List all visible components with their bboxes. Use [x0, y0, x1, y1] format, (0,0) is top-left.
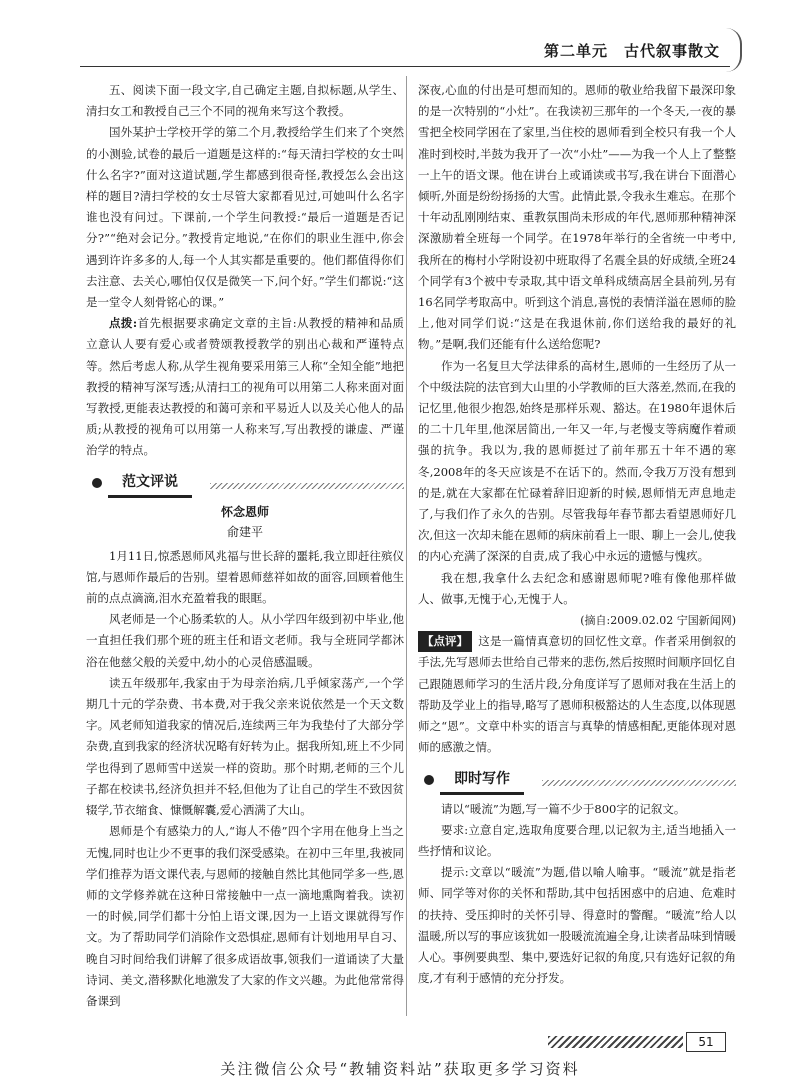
section-header-writing [418, 767, 736, 793]
writing-requirement: 要求:立意自定,选取角度要合理,以记叙为主,适当地插入一些抒情和议论。 [418, 822, 736, 858]
article-paragraph: 风老师是一个心肠柔软的人。从小学四年级到初中毕业,他一直担任我们那个班的班主任和语文老师。我与全班同学都沐浴在他慈父般的关爱中,幼小的心灵倍感温暖。 [86, 612, 404, 669]
tip-label: 点拨: [109, 316, 138, 331]
section-hatch [210, 483, 404, 489]
page-number-block [548, 1032, 728, 1052]
comment-paragraph [418, 631, 736, 758]
header-curl-ornament [726, 28, 742, 72]
unit-title: 第二单元 古代叙事散文 [543, 42, 720, 60]
column-divider [406, 76, 407, 1016]
article-paragraph: 恩师是个有感染力的人,“诲人不倦”四个字用在他身上当之无愧,同时也让少不更事的我们深受感染。在初中三年里,我被同学们推荐为语文课代表,与恩师的接触自然比其他同学多一些,恩师的文学修养就在这种日常接触中一点一滴地熏陶着我。读初一的时候,同学们都十分怕上语文课,因为一上语文课就得写作文。为了帮助同学们消除作文恐惧症,恩师有计划地用早自习、晚自习时间给我们讲解了很多成语故事,领我们一道诵读了大量诗词、美文,潜移默化地激发了大家的作文兴趣。为此他常常得备课到 [86, 824, 404, 1008]
section-title: 即时写作 [440, 767, 524, 795]
article-author: 俞建平 [226, 524, 263, 539]
right-column [418, 80, 736, 989]
article-paragraph: 我在想,我拿什么去纪念和感谢恩师呢?唯有像他那样做人、做事,无愧于心,无愧于人。 [418, 570, 736, 606]
section-dot-icon [424, 775, 434, 785]
writing-hint: 提示:文章以“暖流”为题,借以喻人喻事。“暖流”就是指老师、同学等对你的关怀和帮助,其中包括困惑中的启迪、危难时的扶持、受压抑时的关怀引导、得意时的警醒。“暖流”给人以温暖,所以写的事应该犹如一股暖流流遍全身,让读者品味到情暖人心。事例要典型、集中,要选好记叙的角度,只有选好记叙的角度,才有利于感情的充分抒发。 [418, 865, 736, 986]
exercise-text: 国外某护士学校开学的第二个月,教授给学生们来了个突然的小测验,试卷的最后一道题是这样的:“每天清扫学校的女士叫什么名字?”面对这道试题,学生都感到很奇怪,教授怎么会出这样的题目?清扫学校的女士尽管大家都看见过,可她叫什么名字谁也没有问过。下课前,一个学生问教授:“最后一道题是否记分?”“绝对会记分。”教授肯定地说,“在你们的职业生涯中,你会遇到许许多多的人,每一个人其实都是重要的。他们都值得你们去注意、去关心,哪怕仅仅是微笑一下,问个好。”学生们都说:“这是一堂令人刻骨铭心的课。” [86, 125, 404, 310]
section-dot-icon [92, 478, 102, 488]
section-title: 范文评说 [108, 470, 192, 498]
comment-label: 【点评】 [418, 631, 472, 652]
tip-text: 首先根据要求确定文章的主旨:从教授的精神和品质立意认人要有爱心或者赞颂教授教学的别出心裁和严谨特点等。然后考虑人称,从学生视角要采用第三人称“全知全能”地把教授的精神写深写透;从清扫工的视角可以用第二人称来面对面写教授,更能表达教授的和蔼可亲和平易近人以及关心他人的品质;从教授的视角可以用第一人称来写,写出教授的谦虚、严谨治学的特点。 [86, 316, 405, 458]
tip-paragraph [86, 313, 404, 461]
article-source: (摘自:2009.02.02 宁国新闻网) [580, 614, 736, 628]
exercise-title: 五、阅读下面一段文字,自己确定主题,自拟标题,从学生、清扫女工和教授自己三个不同的视角来写这个教授。 [86, 83, 404, 119]
article-paragraph: 1月11日,惊悉恩师风兆福与世长辞的噩耗,我立即赶往殡仪馆,与恩师作最后的告别。望着恩师慈祥如故的面容,回顾着他生前的点点滴滴,泪水充盈着我的眼眶。 [86, 548, 404, 606]
article-title: 怀念恩师 [220, 504, 269, 519]
article-paragraph: 作为一名复旦大学法律系的高材生,恩师的一生经历了从一个中级法院的法官到大山里的小学教师的巨大落差,然而,在我的记忆里,他很少抱怨,始终是那样乐观、豁达。在1980年退休后的二十几年里,他深居简出,一年又一年,与老慢支等病魔作着顽强的抗争。我以为,我的恩师挺过了前年那五十年不遇的寒冬,2008年的冬天应该是不在话下的。然而,令我万万没有想到的是,就在大家都在忙碌着辞旧迎新的时候,恩师悄无声息地走了,与我们作了永久的告别。尽管我每年春节都去看望恩师好几次,但这一次却未能在恩师的病床前看上一眼、聊上一会儿,使我的内心充满了深深的自责,成了我心中永远的遗憾与愧疚。 [418, 358, 736, 564]
writing-prompt: 请以“暖流”为题,写一篇不少于800字的记叙文。 [441, 801, 686, 816]
header-rule [80, 66, 730, 67]
left-column [86, 80, 404, 1012]
page-number: 51 [686, 1032, 726, 1052]
page-number-stripes [548, 1036, 683, 1048]
section-header-model-essay [86, 470, 404, 496]
footer-watermark: 关注微信公众号“教辅资料站”获取更多学习资料 [220, 1060, 580, 1078]
section-hatch [542, 780, 736, 786]
article-paragraph: 读五年级那年,我家由于为母亲治病,几乎倾家荡产,一个学期几十元的学杂费、书本费,对于我父亲来说依然是一个天文数字。风老师知道我家的情况后,连续两三年为我垫付了大部分学杂费,直到我家的经济状况略有好转为止。据我所知,班上不少同学也得到了恩师雪中送炭一样的资助。那个时期,老师的三个儿子都在校读书,经济负担并不轻,但他为了让自己的学生不致因贫辍学,节衣缩食、慷慨解囊,爱心洒满了大山。 [86, 675, 404, 818]
page-header [0, 0, 800, 70]
comment-text: 这是一篇情真意切的回忆性文章。作者采用倒叙的手法,先写恩师去世给自己带来的悲伤,然后按照时间顺序回忆自己跟随恩师学习的生活片段,分角度详写了恩师对我在生活上的帮助及学业上的指导,略写了恩师积极豁达的人生态度,以体现恩师之“恩”。文章中朴实的语言与真挚的情感相配,更能体现对恩师的感激之情。 [418, 634, 736, 755]
article-paragraph: 深夜,心血的付出是可想而知的。恩师的敬业给我留下最深印象的是一次特别的“小灶”。在我读初三那年的一个冬天,一夜的暴雪把全校同学困在了家里,当住校的恩师看到全校只有我一个人准时到校时,半鼓为我开了一次“小灶”——为我一个人上了整整一上午的语文课。他在讲台上或诵读或书写,我在讲台下面潜心倾听,外面是纷纷扬扬的大雪。此情此景,令我永生难忘。在那个十年动乱刚刚结束、重教氛围尚未形成的年代,恩师那种精神深深激励着全班每一个同学。在1978年举行的全省统一中考中,我所在的梅村小学附设初中班取得了名震全县的好成绩,全班24个同学有3个被中专录取,其中语文单科成绩高居全县前列,另有16名同学考取高中。听到这个消息,喜悦的表情洋溢在恩师的脸上,他对同学们说:“这是在我退休前,你们送给我的最好的礼物。”是啊,我们还能有什么送给您呢? [418, 83, 736, 352]
